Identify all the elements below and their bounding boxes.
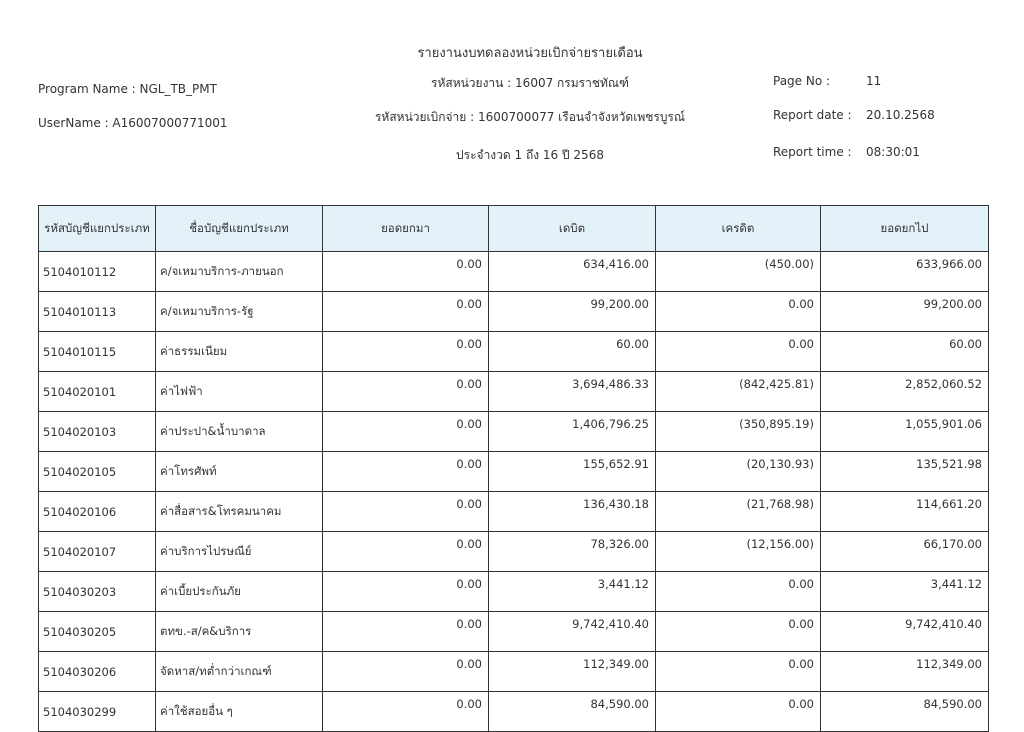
table-row [39,292,989,332]
username: UserName : A16007000771001 [38,116,228,130]
table-row [39,572,989,612]
account-code-cell: 5104030203 [39,572,156,612]
trial-balance-table [38,205,989,732]
table-row [39,532,989,572]
debit-cell: 3,441.12 [489,572,656,612]
debit-cell: 112,349.00 [489,652,656,692]
account-code-cell: 5104010115 [39,332,156,372]
account-name-cell: ค่าเบี้ยประกันภัย [156,572,323,612]
report-date: 20.10.2568 [866,108,935,122]
debit-cell: 9,742,410.40 [489,612,656,652]
closing-balance-cell: 135,521.98 [821,452,989,492]
closing-balance-cell: 99,200.00 [821,292,989,332]
program-name: Program Name : NGL_TB_PMT [38,82,217,96]
table-row [39,692,989,732]
table-row [39,612,989,652]
column-header-opening-balance: ยอดยกมา [323,206,489,252]
debit-cell: 84,590.00 [489,692,656,732]
table-row [39,252,989,292]
opening-balance-cell: 0.00 [323,492,489,532]
account-name-cell: ค่าสื่อสาร&โทรคมนาคม [156,492,323,532]
debit-cell: 3,694,486.33 [489,372,656,412]
report-time-label: Report time : [773,145,852,159]
account-name-cell: ค่าโทรศัพท์ [156,452,323,492]
opening-balance-cell: 0.00 [323,372,489,412]
credit-cell: (20,130.93) [656,452,821,492]
closing-balance-cell: 60.00 [821,332,989,372]
closing-balance-cell: 3,441.12 [821,572,989,612]
account-name-cell: ตทข.-ส/ค&บริการ [156,612,323,652]
report-title: รายงานงบทดลองหน่วยเบิกจ่ายรายเดือน [417,46,643,61]
opening-balance-cell: 0.00 [323,532,489,572]
column-header-closing-balance: ยอดยกไป [821,206,989,252]
account-code-cell: 5104030206 [39,652,156,692]
credit-cell: (21,768.98) [656,492,821,532]
account-code-cell: 5104020106 [39,492,156,532]
debit-cell: 1,406,796.25 [489,412,656,452]
credit-cell: 0.00 [656,652,821,692]
opening-balance-cell: 0.00 [323,332,489,372]
report-date-label: Report date : [773,108,852,122]
opening-balance-cell: 0.00 [323,652,489,692]
debit-cell: 78,326.00 [489,532,656,572]
agency-code: รหัสหน่วยงาน : 16007 กรมราชทัณฑ์ [431,76,629,90]
debit-cell: 136,430.18 [489,492,656,532]
table-row [39,372,989,412]
account-code-cell: 5104020101 [39,372,156,412]
page-label: Page No : [773,74,831,88]
column-header-account-name: ชื่อบัญชีแยกประเภท [156,206,323,252]
credit-cell: 0.00 [656,332,821,372]
credit-cell: 0.00 [656,692,821,732]
credit-cell: (350,895.19) [656,412,821,452]
credit-cell: 0.00 [656,292,821,332]
opening-balance-cell: 0.00 [323,252,489,292]
account-name-cell: ค/จเหมาบริการ-ภายนอก [156,252,323,292]
debit-cell: 634,416.00 [489,252,656,292]
closing-balance-cell: 112,349.00 [821,652,989,692]
table-row [39,452,989,492]
closing-balance-cell: 1,055,901.06 [821,412,989,452]
account-code-cell: 5104030299 [39,692,156,732]
opening-balance-cell: 0.00 [323,572,489,612]
report-period: ประจำงวด 1 ถึง 16 ปี 2568 [456,148,604,162]
account-code-cell: 5104030205 [39,612,156,652]
closing-balance-cell: 2,852,060.52 [821,372,989,412]
credit-cell: (12,156.00) [656,532,821,572]
account-code-cell: 5104020107 [39,532,156,572]
debit-cell: 99,200.00 [489,292,656,332]
account-code-cell: 5104010112 [39,252,156,292]
account-name-cell: จัดหาส/ทต่ำกว่าเกณฑ์ [156,652,323,692]
closing-balance-cell: 633,966.00 [821,252,989,292]
table-header-row [39,206,989,252]
account-code-cell: 5104020103 [39,412,156,452]
credit-cell: (842,425.81) [656,372,821,412]
closing-balance-cell: 66,170.00 [821,532,989,572]
account-name-cell: ค่าธรรมเนียม [156,332,323,372]
closing-balance-cell: 114,661.20 [821,492,989,532]
debit-cell: 155,652.91 [489,452,656,492]
column-header-credit: เครดิต [656,206,821,252]
account-name-cell: ค่าบริการไปรษณีย์ [156,532,323,572]
opening-balance-cell: 0.00 [323,292,489,332]
debit-cell: 60.00 [489,332,656,372]
page-number: 11 [866,74,882,88]
table-row [39,332,989,372]
account-name-cell: ค่าประปา&น้ำบาดาล [156,412,323,452]
account-name-cell: ค/จเหมาบริการ-รัฐ [156,292,323,332]
account-name-cell: ค่าใช้สอยอื่น ๆ [156,692,323,732]
opening-balance-cell: 0.00 [323,452,489,492]
table-row [39,652,989,692]
opening-balance-cell: 0.00 [323,692,489,732]
report-time: 08:30:01 [866,145,920,159]
opening-balance-cell: 0.00 [323,612,489,652]
account-name-cell: ค่าไฟฟ้า [156,372,323,412]
table-row [39,412,989,452]
credit-cell: 0.00 [656,612,821,652]
disbursing-unit: รหัสหน่วยเบิกจ่าย : 1600700077 เรือนจำจังหวัดเพชรบูรณ์ [374,110,686,124]
credit-cell: (450.00) [656,252,821,292]
closing-balance-cell: 84,590.00 [821,692,989,732]
column-header-debit: เดบิต [489,206,656,252]
opening-balance-cell: 0.00 [323,412,489,452]
column-header-account-code: รหัสบัญชีแยกประเภท [39,206,156,252]
table-row [39,492,989,532]
account-code-cell: 5104010113 [39,292,156,332]
closing-balance-cell: 9,742,410.40 [821,612,989,652]
credit-cell: 0.00 [656,572,821,612]
account-code-cell: 5104020105 [39,452,156,492]
